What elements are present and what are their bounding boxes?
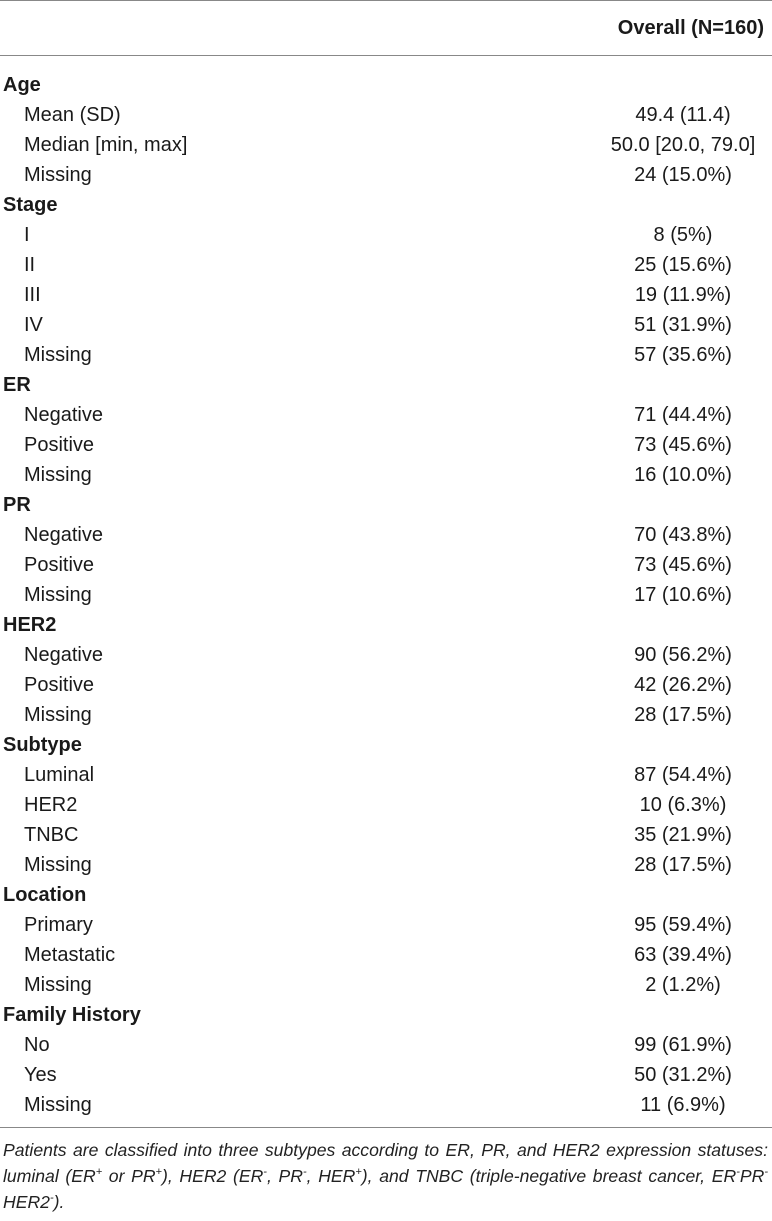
table-row <box>0 1090 772 1120</box>
table-bottom-rule <box>0 1127 772 1128</box>
row-label: Positive <box>24 554 95 576</box>
section-row <box>0 880 772 910</box>
footnote-text: , PR <box>266 1166 303 1186</box>
column-header-overall: Overall (N=160) <box>617 17 764 39</box>
row-value: 42 (26.2%) <box>634 674 732 696</box>
table-body <box>0 70 772 1120</box>
row-label: I <box>24 224 30 246</box>
row-value: 8 (5%) <box>653 224 713 246</box>
table-row <box>0 340 772 370</box>
row-label: Mean (SD) <box>24 104 121 126</box>
table-row <box>0 700 772 730</box>
section-row <box>0 70 772 100</box>
footnote-text: ). <box>53 1192 65 1212</box>
row-value: 17 (10.6%) <box>634 584 732 606</box>
row-value: 28 (17.5%) <box>634 854 732 876</box>
footnote-text: or PR <box>102 1166 156 1186</box>
row-value: 73 (45.6%) <box>634 554 732 576</box>
row-label: Missing <box>24 974 92 996</box>
row-value: 19 (11.9%) <box>634 284 732 306</box>
table-row <box>0 280 772 310</box>
row-label: Luminal <box>24 764 95 786</box>
table-row <box>0 820 772 850</box>
section-label: Stage <box>3 194 58 216</box>
row-label: Median [min, max] <box>24 134 188 156</box>
table-row <box>0 790 772 820</box>
section-row <box>0 490 772 520</box>
row-label: Negative <box>24 404 103 426</box>
row-label: Primary <box>24 914 93 936</box>
table-row <box>0 850 772 880</box>
row-value: 35 (21.9%) <box>634 824 732 846</box>
row-label: No <box>24 1034 50 1056</box>
table-row <box>0 670 772 700</box>
row-label: Missing <box>24 1094 92 1116</box>
row-value: 28 (17.5%) <box>634 704 732 726</box>
section-label: ER <box>3 374 31 396</box>
row-value: 50 (31.2%) <box>634 1064 732 1086</box>
section-label: Subtype <box>3 734 82 756</box>
row-label: II <box>24 254 36 276</box>
row-label: TNBC <box>24 824 79 846</box>
table-row <box>0 430 772 460</box>
row-value: 95 (59.4%) <box>634 914 732 936</box>
row-label: IV <box>24 314 43 336</box>
table-row <box>0 100 772 130</box>
table-row <box>0 550 772 580</box>
footnote-superscript: + <box>155 1166 162 1179</box>
footnote-superscript: - <box>49 1192 54 1205</box>
section-row <box>0 610 772 640</box>
row-value: 10 (6.3%) <box>639 794 727 816</box>
footnote-text: ), and TNBC (triple-negative breast cancer, ER <box>361 1166 737 1186</box>
table-row <box>0 580 772 610</box>
footnote-text: PR <box>739 1166 765 1186</box>
table-row <box>0 460 772 490</box>
section-row <box>0 370 772 400</box>
row-value: 73 (45.6%) <box>634 434 732 456</box>
table-row <box>0 250 772 280</box>
table-row <box>0 910 772 940</box>
row-label: Missing <box>24 584 92 606</box>
row-value: 90 (56.2%) <box>634 644 732 666</box>
row-value: 99 (61.9%) <box>634 1034 732 1056</box>
section-row <box>0 190 772 220</box>
footnote-text: , HER <box>306 1166 356 1186</box>
table-row <box>0 760 772 790</box>
row-value: 49.4 (11.4) <box>635 104 731 126</box>
section-label: Location <box>3 884 87 906</box>
footnote-text: ), HER2 (ER <box>161 1166 264 1186</box>
table-footnote <box>3 1137 768 1215</box>
table-row <box>0 1030 772 1060</box>
table-top-rule <box>0 0 772 1</box>
row-value: 50.0 [20.0, 79.0] <box>610 134 756 156</box>
footnote-text: Patients are classified into three subtypes according to ER, PR, and HER2 expression statuses: luminal (ER <box>3 1140 768 1186</box>
table-row <box>0 160 772 190</box>
footnote-text: HER2 <box>3 1192 50 1212</box>
row-label: Missing <box>24 164 92 186</box>
table-row <box>0 220 772 250</box>
table-row <box>0 400 772 430</box>
table-row <box>0 520 772 550</box>
row-value: 57 (35.6%) <box>634 344 732 366</box>
footnote-superscript: - <box>736 1166 740 1179</box>
row-label: Metastatic <box>24 944 116 966</box>
table-row <box>0 1060 772 1090</box>
row-label: HER2 <box>24 794 78 816</box>
table-row <box>0 970 772 1000</box>
row-label: Negative <box>24 524 103 546</box>
row-label: Missing <box>24 344 92 366</box>
table-row <box>0 130 772 160</box>
row-label: Missing <box>24 854 92 876</box>
row-label: Yes <box>24 1064 57 1086</box>
footnote-superscript: - <box>764 1166 768 1179</box>
row-label: III <box>24 284 41 306</box>
table-row <box>0 640 772 670</box>
section-row <box>0 730 772 760</box>
section-label: Family History <box>3 1004 141 1026</box>
row-value: 2 (1.2%) <box>645 974 721 996</box>
row-label: Positive <box>24 434 95 456</box>
row-value: 25 (15.6%) <box>634 254 732 276</box>
row-value: 71 (44.4%) <box>634 404 732 426</box>
footnote-superscript: - <box>302 1166 307 1179</box>
row-value: 70 (43.8%) <box>634 524 732 546</box>
row-label: Missing <box>24 464 92 486</box>
row-value: 24 (15.0%) <box>634 164 732 186</box>
footnote-superscript: + <box>95 1166 103 1179</box>
row-label: Negative <box>24 644 103 666</box>
table-row <box>0 940 772 970</box>
footnote-superscript: + <box>355 1166 362 1179</box>
row-value: 87 (54.4%) <box>634 764 732 786</box>
row-label: Positive <box>24 674 95 696</box>
row-value: 63 (39.4%) <box>634 944 732 966</box>
row-value: 51 (31.9%) <box>634 314 732 336</box>
section-label: HER2 <box>3 614 57 636</box>
footnote-superscript: - <box>263 1166 267 1179</box>
row-value: 11 (6.9%) <box>640 1094 726 1116</box>
section-label: Age <box>3 74 41 96</box>
section-row <box>0 1000 772 1030</box>
row-value: 16 (10.0%) <box>634 464 732 486</box>
header-rule <box>0 55 772 56</box>
section-label: PR <box>3 494 31 516</box>
table-row <box>0 310 772 340</box>
row-label: Missing <box>24 704 92 726</box>
